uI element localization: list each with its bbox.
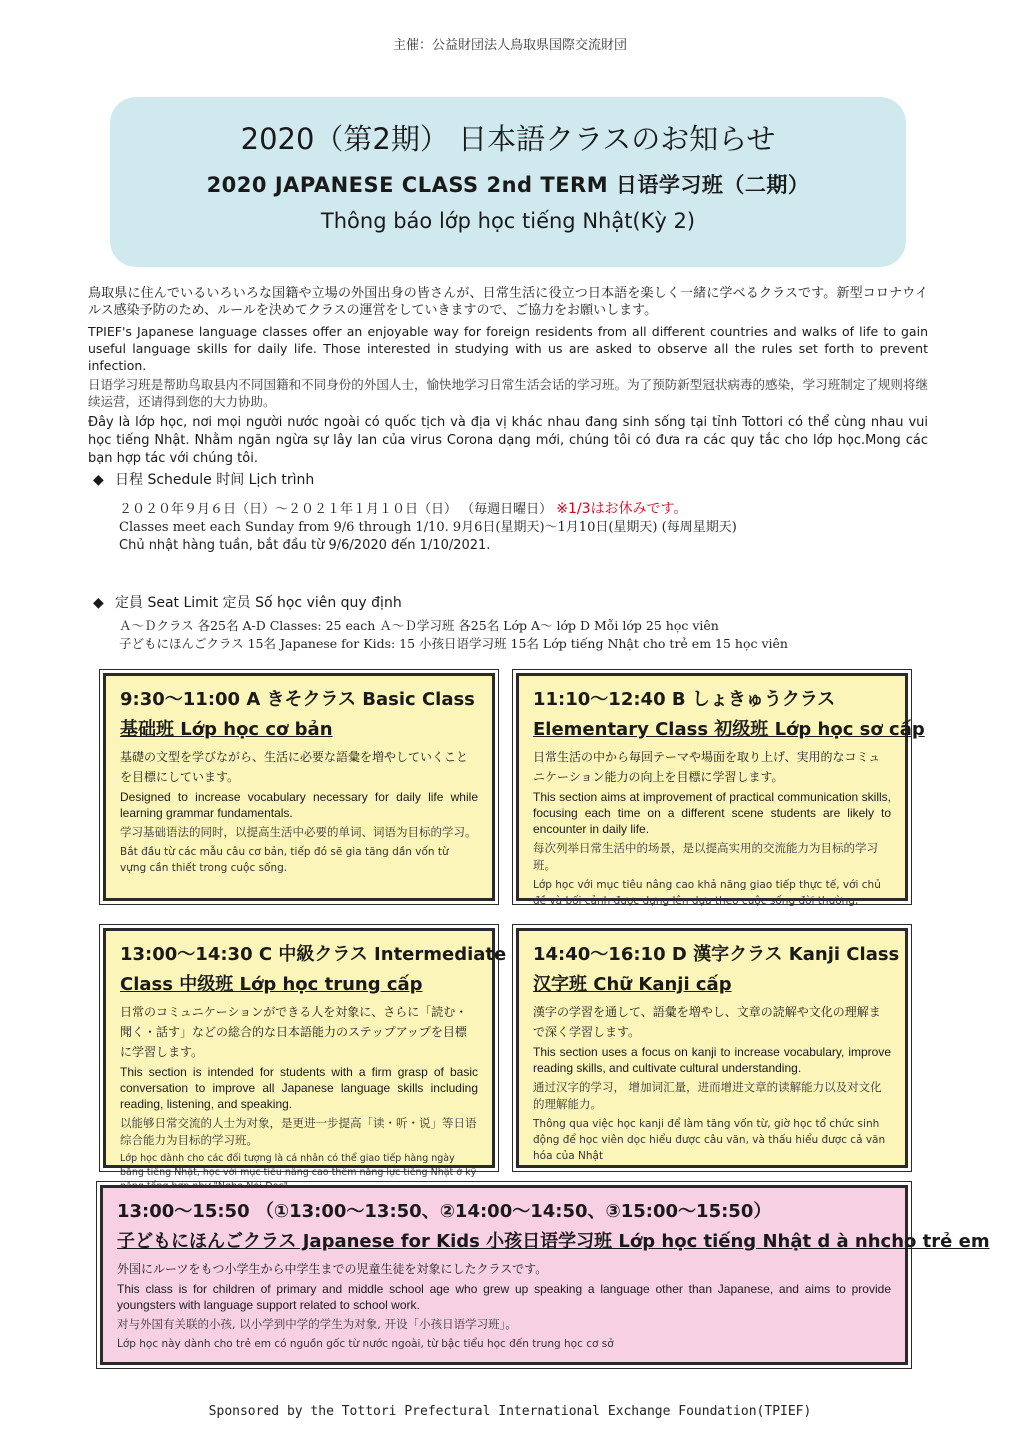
diamond-bullet-icon: ◆ xyxy=(93,595,104,611)
class-d-subtitle: 汉字班 Chữ Kanji cấp xyxy=(533,974,732,995)
class-a-title: 9:30～11:00 A きそクラス Basic Class xyxy=(120,689,475,710)
class-c-subtitle: Class 中级班 Lớp học trung cấp xyxy=(120,974,423,995)
class-b-title: 11:10～12:40 B しょきゅうクラス xyxy=(533,689,836,710)
class-a-subtitle: 基础班 Lớp học cơ bản xyxy=(120,719,333,740)
class-a-vietnamese: Bắt đầu từ các mẫu câu cơ bản, tiếp đó sẽ gia tăng dần vốn từ vựng cần thiết trong cuộc sống. xyxy=(120,846,449,874)
schedule-date-range: ２０２０年９月６日（日）～２０２１年１月１０日（日） （毎週日曜日） xyxy=(119,502,553,517)
holiday-note: ※1/3はお休みです。 xyxy=(556,501,688,517)
sponsor-footer: Sponsored by the Tottori Prefectural International Exchange Foundation(TPIEF) xyxy=(208,1404,812,1419)
organizer-line: 主催：公益財団法人鳥取県国際交流財団 xyxy=(392,38,627,53)
diamond-bullet-icon: ◆ xyxy=(93,472,104,488)
kids-chinese: 对与外国有关联的小孩, 以小学到中学的学生为对象, 开设「小孩日语学习班」。 xyxy=(117,1317,517,1331)
kids-japanese: 外国にルーツをもつ小学生から中学生までの児童生徒を対象にしたクラスです。 xyxy=(117,1262,548,1276)
capacity-classes-a-d: Ａ～Ｄクラス 各25名 A-D Classes: 25 each Ａ～Ｄ学习班 各25名 Lớp A～ lớp D Mỗi lớp 25 học viên xyxy=(119,618,719,633)
class-a-chinese: 学习基础语法的同时，以提高生活中必要的单词、词语为目标的学习。 xyxy=(120,825,477,839)
class-c-title: 13:00～14:30 C 中級クラス Intermediate xyxy=(120,944,507,965)
kids-vietnamese: Lớp học này dành cho trẻ em có nguồn gốc từ nước ngoài, từ bậc tiểu học đến trung học cơ sở xyxy=(117,1338,614,1350)
class-b-japanese: 日常生活の中から毎回テーマや場面を取り上げ、実用的なコミュニケーション能力の向上を目標に学習します。 xyxy=(533,750,881,784)
class-b-chinese: 每次列举日常生活中的场景，是以提高实用的交流能力为目标的学习班。 xyxy=(533,841,878,872)
schedule-heading xyxy=(93,470,923,490)
kids-subtitle: 子どもにほんごクラス Japanese for Kids 小孩日语学习班 Lớp học tiếng Nhật d à nhcho trẻ em xyxy=(117,1231,990,1252)
class-card-c xyxy=(103,928,507,1178)
class-d-vietnamese: Thông qua việc học kanji để làm tăng vốn từ, giờ học tổ chức sinh động để học viên dọc hiểu được câu văn, và thấu hiểu được cả văn hóa của Nhật xyxy=(533,1118,886,1162)
class-d-japanese: 漢字の学習を通して、語彙を増やし、文章の読解や文化の理解まで深く学習します。 xyxy=(533,1005,881,1039)
class-b-vietnamese: Lớp học với mục tiêu nâng cao khả năng giao tiếp thực tế, với chủ đề và bối cảnh được dựng lên dựa theo cuộc sống đời thường, xyxy=(533,879,881,907)
capacity-section xyxy=(93,593,923,653)
title-english: 2020 JAPANESE CLASS 2nd TERM 日语学习班（二期） xyxy=(206,173,810,197)
capacity-kids: 子どもにほんごクラス 15名 Japanese for Kids: 15 小孩日语学习班 15名 Lớp tiếng Nhật cho trẻ em 15 học viên xyxy=(119,636,788,651)
class-d-chinese: 通过汉字的学习， 增加词汇量，进而增进文章的读解能力以及对文化的理解能力。 xyxy=(533,1080,882,1111)
class-d-english: This section uses a focus on kanji to increase vocabulary, improve reading skills, and cultivate cultural understanding. xyxy=(533,1045,891,1075)
class-c-japanese: 日常のコミュニケーションができる人を対象に、さらに「読む・聞く・話す」などの総合的な日本語能力のステップアップを目標に学習します。 xyxy=(120,1005,468,1059)
schedule-dates xyxy=(119,500,923,519)
title-vietnamese: Thông báo lớp học tiếng Nhật(Kỳ 2) xyxy=(320,209,696,233)
intro-japanese: 鳥取県に住んでいるいろいろな国籍や立場の外国出身の皆さんが、日常生活に役立つ日本語を楽しく一緒に学べるクラスです。新型コロナウイルス感染予防のため、ルールを決めてクラスの運営をしていきますので、ご協力をお願いします。 xyxy=(88,286,928,318)
title-banner xyxy=(110,97,906,267)
class-c-vietnamese: Lớp học dành cho các đối tượng là cá nhân có thể giao tiếp hàng ngày bằng tiếng Nhật, học với mục tiêu nâng cao thêm năng lực tiếng Nhật ở kỹ xyxy=(120,1153,477,1178)
schedule-vietnamese: Chủ nhật hàng tuần, bắt đầu từ 9/6/2020 đến 1/10/2021. xyxy=(119,538,491,553)
kids-english: This class is for children of primary and middle school age who grew up speaking a language other than Japanese, and aims to provide youngsters with language support related to school work. xyxy=(117,1282,891,1312)
intro-chinese: 日语学习班是帮助鸟取县内不同国籍和不同身份的外国人士，愉快地学习日常生活会话的学习班。为了预防新型冠状病毒的感染，学习班制定了规则将继续运营，还请得到您的大力协助。 xyxy=(88,377,928,409)
title-japanese: 2020（第2期） 日本語クラスのお知らせ xyxy=(240,122,776,156)
class-b-english: This section aims at improvement of practical communication skills, focusing each time on a different scene students are likely to encounter in daily life. xyxy=(533,790,891,836)
capacity-heading-text: 定員 Seat Limit 定员 Số học viên quy định xyxy=(115,595,402,611)
class-c-english: This section is intended for students with a firm grasp of basic conversation to improve all Japanese language skills including reading, listening, and speaking. xyxy=(120,1065,478,1111)
class-c-chinese: 以能够日常交流的人士为对象，是更进一步提高「读・听・说」等日语综合能力为目标的学习班。 xyxy=(120,1116,477,1147)
class-a-japanese: 基礎の文型を学びながら、生活に必要な語彙を増やしていくことを目標にしています。 xyxy=(120,750,469,784)
class-a-english: Designed to increase vocabulary necessary for daily life while learning grammar fundamentals. xyxy=(120,790,478,820)
kids-title: 13:00～15:50 （①13:00～13:50、②14:00～14:50、③15:00～15:50） xyxy=(117,1201,772,1222)
kids-class-card xyxy=(100,1185,990,1365)
intro-english: TPIEF's Japanese language classes offer an enjoyable way for foreign residents from all different countries and walks of life to gain useful language skills for daily life. Those interested in studying with us are asked to observe all the rules set forth to prevent infection. xyxy=(88,324,928,373)
class-card-a xyxy=(103,673,495,901)
schedule-heading-text: 日程 Schedule 时间 Lịch trình xyxy=(115,472,315,488)
schedule-section xyxy=(93,470,923,555)
intro-vietnamese: Đây là lớp học, nơi mọi người nước ngoài có quốc tịch và địa vị khác nhau đang sinh sống tại tỉnh Tottori có thể cùng nhau vui học tiếng Nhật. Nhằm ngăn ngừa sự lây lan của virus Corona dạng mới, chúng tôi có đưa ra các quy tắc cho lớp học.Mong các bạn hợp tác với chúng tôi. xyxy=(88,415,928,466)
intro-block xyxy=(88,285,928,468)
capacity-heading xyxy=(93,593,923,613)
class-d-title: 14:40～16:10 D 漢字クラス Kanji Class xyxy=(533,944,900,965)
class-b-subtitle: Elementary Class 初级班 Lớp học sơ cấp xyxy=(533,719,925,740)
schedule-english: Classes meet each Sunday from 9/6 through 1/10. 9月6日(星期天)～1月10日(星期天) (每周星期天) xyxy=(119,520,737,535)
class-card-d xyxy=(516,928,908,1168)
class-card-b xyxy=(516,673,925,907)
